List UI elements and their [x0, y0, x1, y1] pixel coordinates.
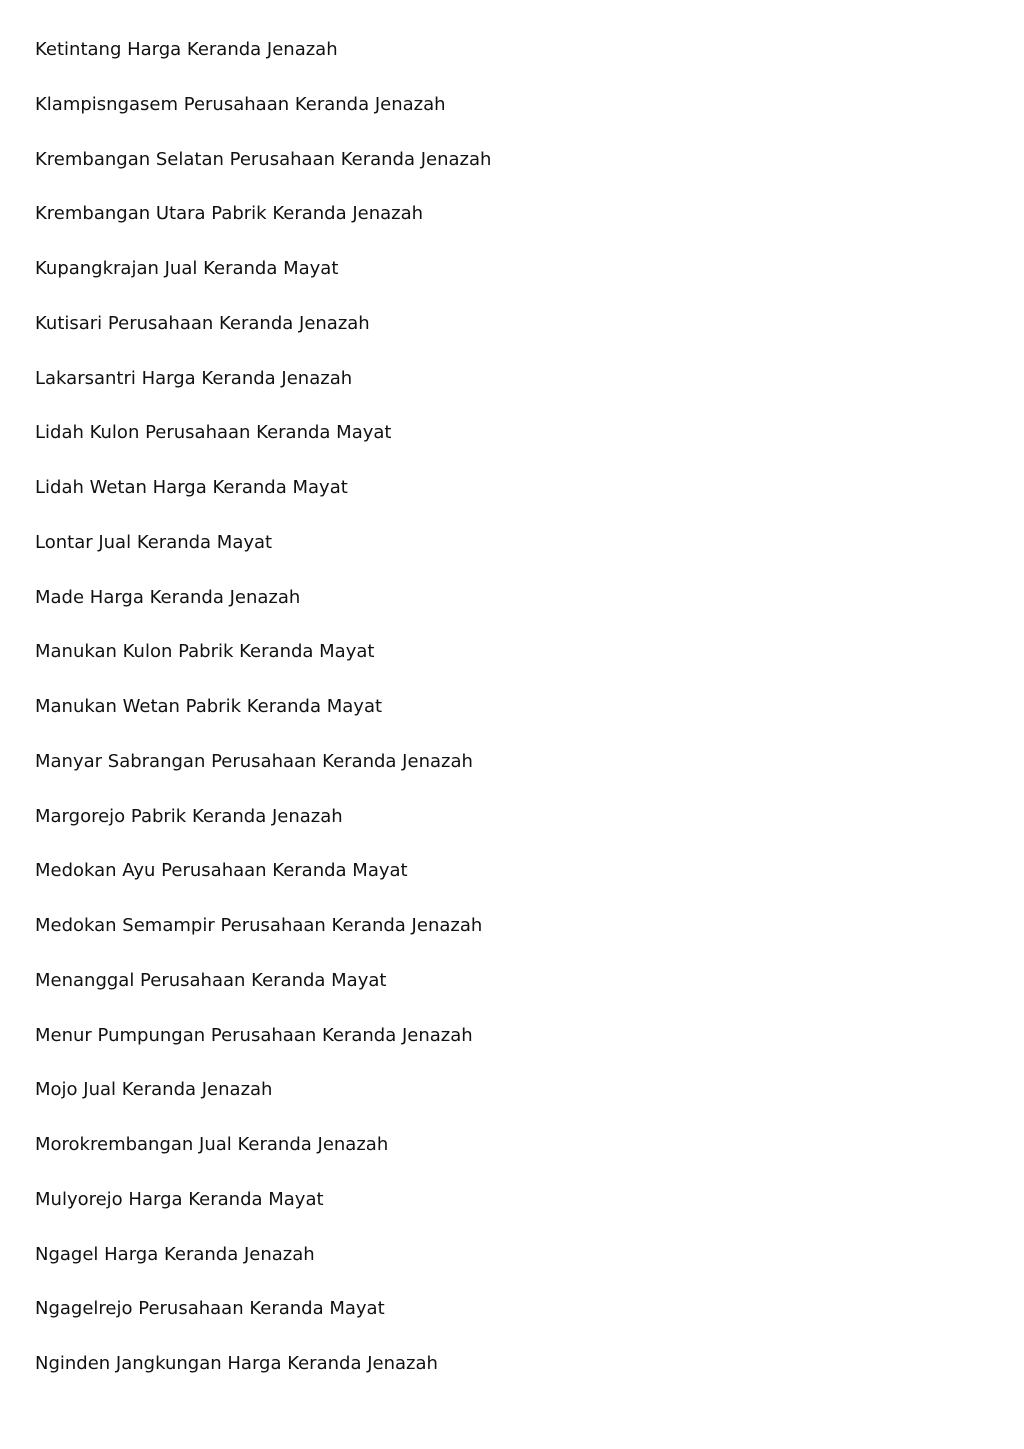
list-item: Kutisari Perusahaan Keranda Jenazah: [35, 312, 370, 334]
list-item: Medokan Semampir Perusahaan Keranda Jenazah: [35, 915, 483, 936]
list-item: Mulyorejo Harga Keranda Mayat: [35, 1188, 324, 1210]
list-item: Krembangan Utara Pabrik Keranda Jenazah: [35, 203, 424, 225]
list-item: Ngagelrejo Perusahaan Keranda Mayat: [35, 1298, 385, 1320]
list-item: Klampisngasem Perusahaan Keranda Jenazah: [35, 93, 446, 115]
list-item: Ketintang Harga Keranda Jenazah: [35, 39, 338, 60]
list-item: Menanggal Perusahaan Keranda Mayat: [35, 969, 387, 991]
list-item: Manyar Sabrangan Perusahaan Keranda Jenazah: [35, 750, 473, 772]
list-item: Medokan Ayu Perusahaan Keranda Mayat: [35, 860, 408, 882]
list-item: Nginden Jangkungan Harga Keranda Jenazah: [35, 1353, 438, 1374]
list-item: Lontar Jual Keranda Mayat: [35, 531, 273, 553]
list-item: Krembangan Selatan Perusahaan Keranda Jenazah: [35, 148, 492, 170]
list-item: Made Harga Keranda Jenazah: [35, 586, 301, 608]
list-item: Lidah Wetan Harga Keranda Mayat: [35, 477, 348, 498]
list-item: Lidah Kulon Perusahaan Keranda Mayat: [35, 422, 392, 444]
list-item: Margorejo Pabrik Keranda Jenazah: [35, 805, 343, 827]
list-item: Menur Pumpungan Perusahaan Keranda Jenazah: [35, 1024, 473, 1046]
location-list: [35, 37, 491, 1406]
list-item: Kupangkrajan Jual Keranda Mayat: [35, 258, 339, 279]
list-item: Mojo Jual Keranda Jenazah: [35, 1079, 273, 1101]
list-item: Manukan Kulon Pabrik Keranda Mayat: [35, 641, 375, 663]
list-item: Lakarsantri Harga Keranda Jenazah: [35, 367, 353, 389]
list-item: Morokrembangan Jual Keranda Jenazah: [35, 1134, 389, 1155]
list-item: Manukan Wetan Pabrik Keranda Mayat: [35, 696, 383, 717]
list-item: Ngagel Harga Keranda Jenazah: [35, 1243, 315, 1265]
